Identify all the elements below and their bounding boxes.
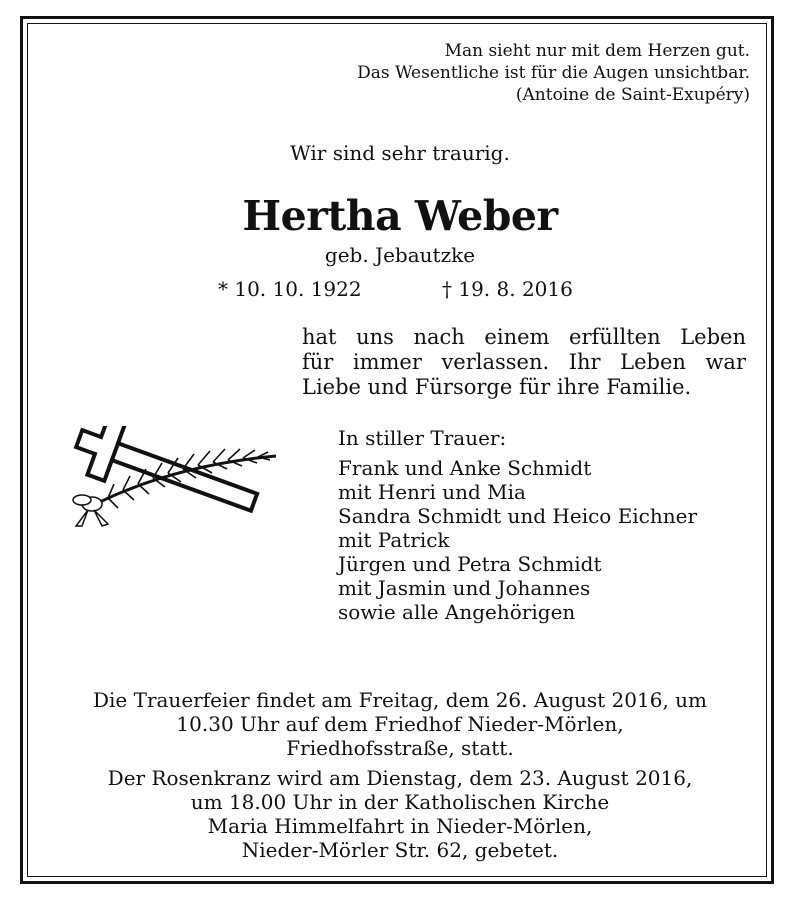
message-paragraph — [302, 325, 746, 400]
rosary-line: Nieder-Mörler Str. 62, gebetet. — [241, 838, 559, 862]
mourner-line: mit Henri und Mia — [338, 480, 526, 504]
quote-author: (Antoine de Saint-Exupéry) — [515, 85, 750, 105]
message-line-1: hat uns nach einem erfüllten Leben — [302, 325, 746, 349]
message-line-2: für immer verlassen. Ihr Leben war — [302, 350, 746, 374]
quote-line-1: Man sieht nur mit dem Herzen gut. — [444, 41, 750, 61]
quote-line-2: Das Wesentliche ist für die Augen unsichtbar. — [357, 63, 750, 83]
mourners-heading: In stiller Trauer: — [338, 426, 507, 450]
mourner-line: sowie alle Angehörigen — [338, 600, 576, 624]
mourner-line: mit Jasmin und Johannes — [338, 576, 591, 600]
funeral-line: 10.30 Uhr auf dem Friedhof Nieder-Mörlen, — [176, 712, 624, 736]
mourner-line: Frank und Anke Schmidt — [338, 456, 592, 480]
message-line-3: Liebe und Fürsorge für ihre Familie. — [302, 375, 692, 399]
mourner-line: Jürgen und Petra Schmidt — [338, 552, 602, 576]
deceased-name: Hertha Weber — [242, 192, 558, 240]
cross-with-palm-frond-icon — [48, 426, 280, 530]
rosary-line: Der Rosenkranz wird am Dienstag, dem 23. August 2016, — [107, 766, 693, 790]
funeral-details — [0, 688, 800, 760]
death-date: † 19. 8. 2016 — [442, 277, 573, 301]
birth-name: geb. Jebautzke — [324, 243, 476, 267]
funeral-line: Friedhofsstraße, statt. — [286, 736, 514, 760]
mourner-line: Sandra Schmidt und Heico Eichner — [338, 504, 698, 528]
intro-text: Wir sind sehr traurig. — [290, 141, 510, 165]
quote-block — [357, 40, 750, 106]
funeral-line: Die Trauerfeier findet am Freitag, dem 26. August 2016, um — [92, 688, 707, 712]
birth-date: * 10. 10. 1922 — [218, 277, 362, 301]
rosary-line: um 18.00 Uhr in der Katholischen Kirche — [190, 790, 610, 814]
mourner-line: mit Patrick — [338, 528, 450, 552]
rosary-line: Maria Himmelfahrt in Nieder-Mörlen, — [207, 814, 593, 838]
mourners-block — [338, 426, 697, 624]
rosary-details — [0, 766, 800, 862]
